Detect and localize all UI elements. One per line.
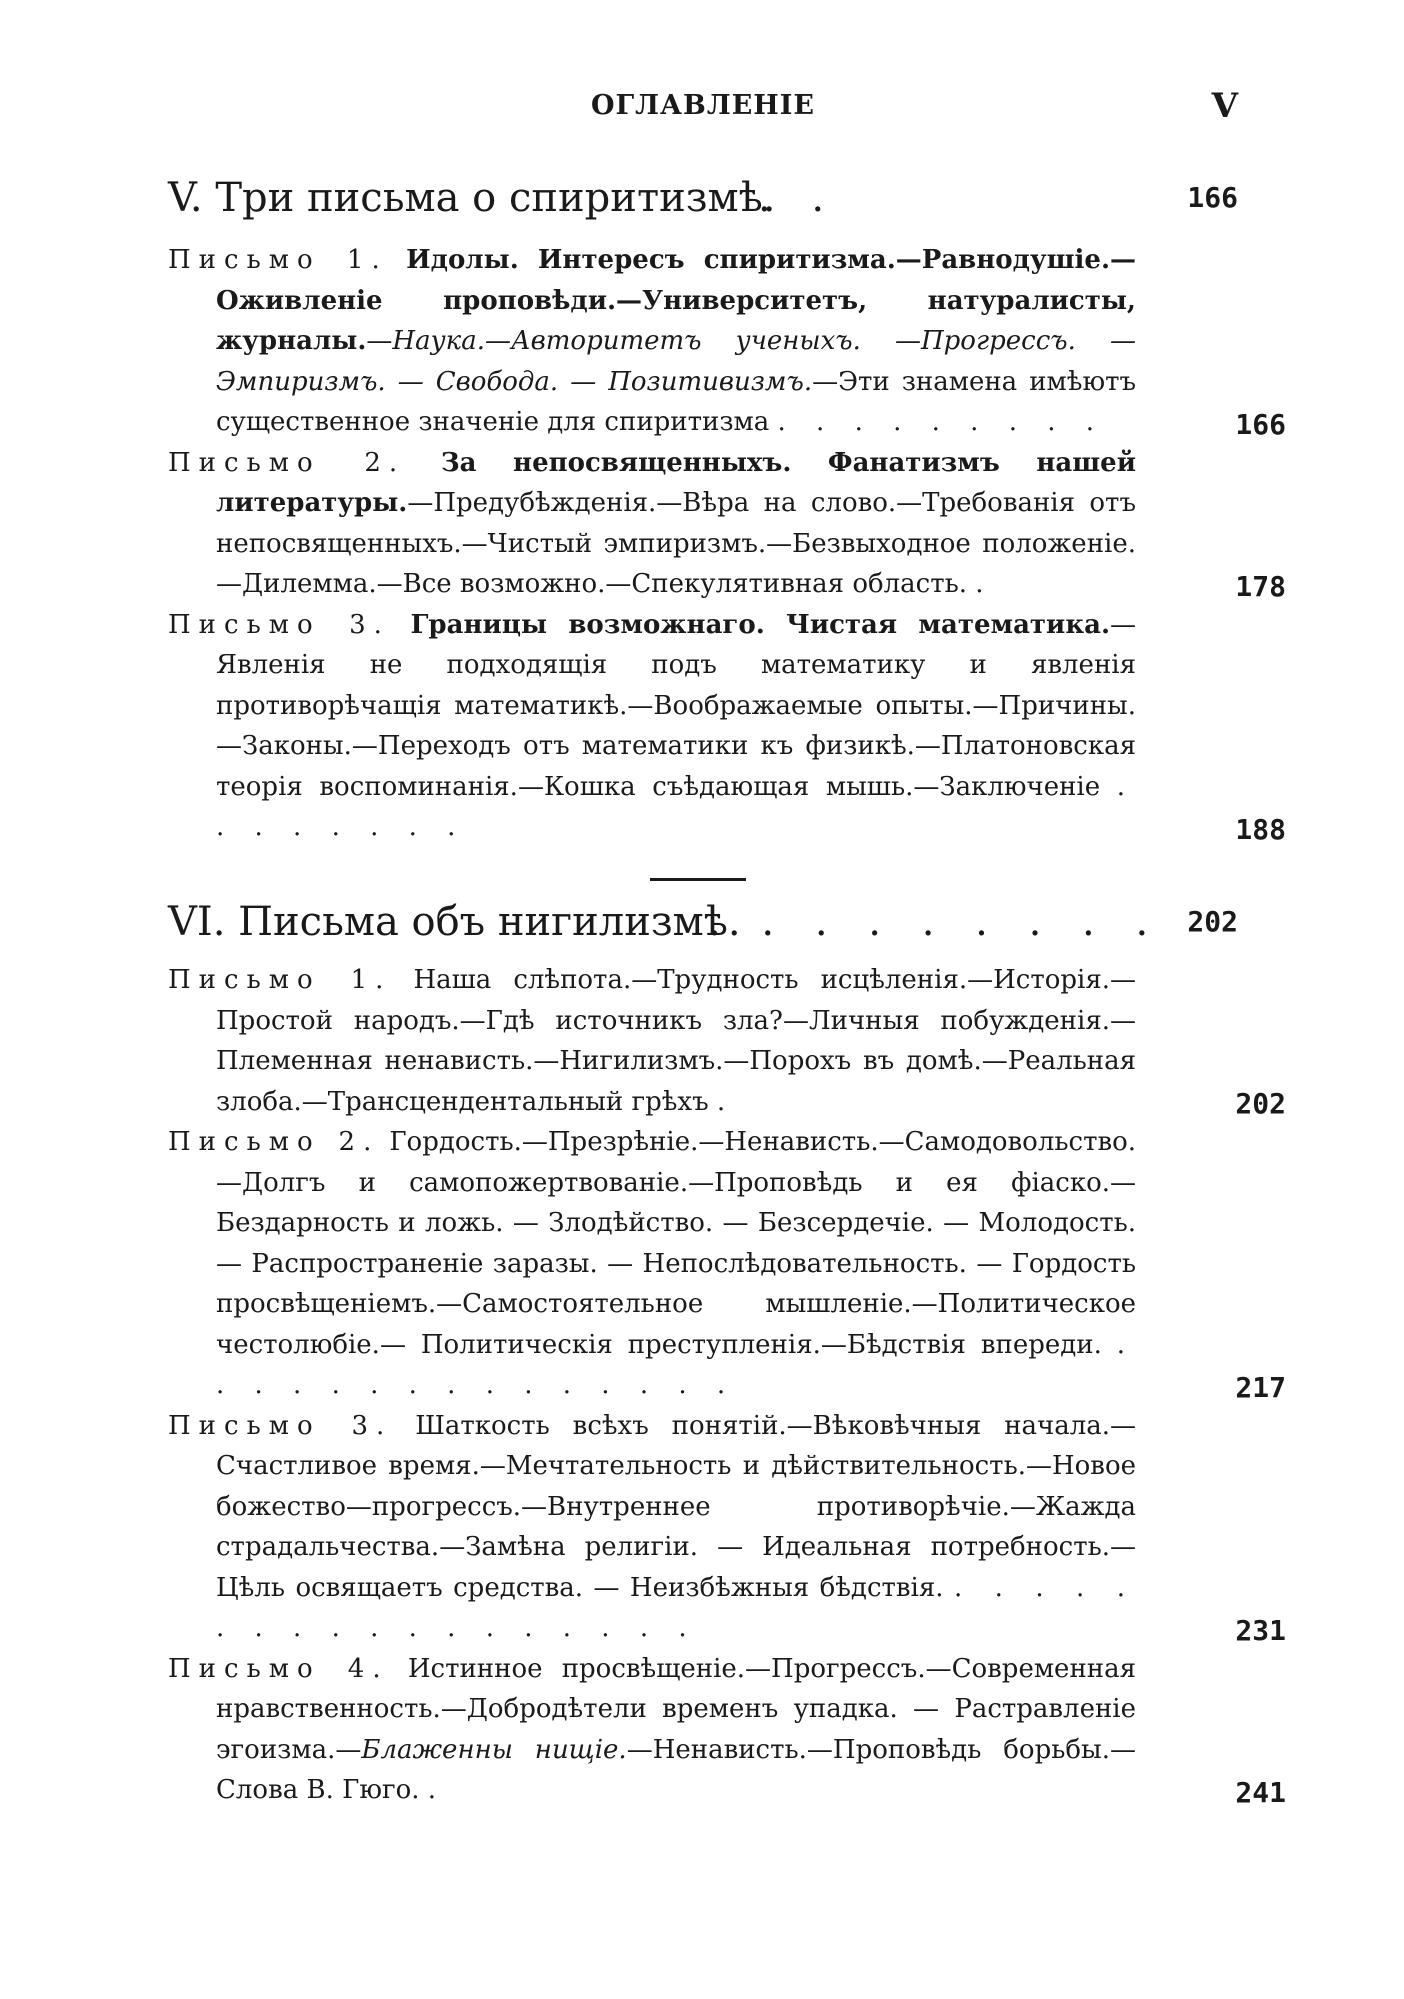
leader-dots: . [716,1086,737,1117]
toc-entry [168,1122,1286,1406]
running-title: ОГЛАВЛЕНІЕ [590,90,816,121]
toc-entry [168,1406,1286,1649]
page-number: 241 [1235,1775,1286,1809]
section-title: V. Три письма о спиритизмѣ. [168,175,776,221]
entry-text [168,443,1136,605]
section-heading [168,890,1238,954]
section-divider [650,878,746,881]
toc-entry [168,240,1286,443]
leader-dots: . . . . . . . . . [708,899,1163,945]
entry-label: Письмо 3. [168,1410,393,1441]
page-number: 166 [1187,181,1238,214]
entry-text [168,605,1136,848]
leader-dots: . . [758,175,839,221]
toc-entry [168,960,1286,1122]
entry-italic: Блаженны нищіе. [361,1734,627,1765]
entry-label: Письмо 1. [168,245,388,275]
entry-title: За непосвященныхъ. Фанатизмъ нашей литературы. [216,447,1137,518]
entry-italic: —Наука.—Авторитетъ ученыхъ. —Прогрессъ. — Эмпиризмъ. — Свобода. — Позитивизмъ. [216,326,1136,397]
entry-rest: Гордость.—Презрѣніе.—Ненависть.—Самодовольство.—Долгъ и самопожертвованіе.—Проповѣдь и ея фіаско.—Бездарность и ложь. — Злодѣйство. — Безсердечіе. — Молодость. — Распространеніе заразы. — Непослѣдовательность. — Гордость просвѣщеніемъ.—Самостоятельное мышленіе.—Политическое честолюбіе.— Политическія преступленія.—Бѣдствія впереди. [216,1127,1137,1360]
page-number: 217 [1235,1370,1286,1404]
toc-entry [168,443,1286,605]
leader-dots: . [427,1775,448,1805]
entry-text [168,960,1136,1122]
entry-rest: —Ненависть.—Проповѣдь борьбы.—Слова В. Гюго. [216,1734,1136,1805]
page-number: 188 [1235,812,1286,846]
entry-rest: Наша слѣпота.—Трудность исцѣленія.—Исторія.—Простой народъ.—Гдѣ источникъ зла?—Личныя побужденія.—Племенная ненависть.—Нигилизмъ.—Порохъ въ домѣ.—Реальная злоба.—Трансцендентальный грѣхъ [216,965,1137,1117]
entry-title: Границы возможнаго. Чистая математика. [410,609,1110,640]
entry-text [168,240,1136,443]
toc-section-v [168,166,1286,848]
entry-rest: —Эти знамена имѣютъ существенное значеніе для спиритизма [216,366,1136,437]
leader-dots: . . . . . . . . . [777,407,1106,437]
page-number: 202 [1235,1087,1286,1120]
toc-entry [168,605,1286,848]
page-number: 231 [1235,1613,1286,1647]
leader-dots: . . . . . . . . . . . . . . . . . . [216,1572,1136,1643]
entry-text [168,1122,1136,1406]
page-number: 178 [1235,569,1286,603]
entry-label: Письмо 2. [168,1127,380,1157]
toc-entry [168,1649,1286,1811]
leader-dots: . . . . . . . . [216,771,1136,842]
folio: V [1211,86,1238,126]
toc-section-vi [168,890,1286,1811]
section-heading [168,166,1238,230]
entry-text [168,1649,1136,1811]
entry-rest: —Предубѣжденія.—Вѣра на слово.—Требованія отъ непосвященныхъ.—Чистый эмпиризмъ.—Безвыходное положеніе.—Дилемма.—Все возможно.—Спекулятивная область. [216,488,1136,599]
leader-dots: . [975,569,995,599]
section-title: VI. Письма объ нигилизмѣ. [168,899,741,945]
page-number: 166 [1235,407,1286,441]
entry-label: Письмо 4. [168,1653,389,1684]
entry-label: Письмо 2. [168,447,406,478]
entry-label: Письмо 3. [168,609,390,640]
page-number: 202 [1187,905,1238,938]
leader-dots: . . . . . . . . . . . . . . . [216,1329,1136,1400]
entry-rest: —Явленія не подходящія подъ математику и явленія противорѣчащія математикѣ.—Воображаемые опыты.—Причины.—Законы.—Переходъ отъ математики къ физикѣ.—Платоновская теорія воспоминанія.—Кошка съѣдающая мышь.—Заключеніе [216,609,1136,802]
entry-label: Письмо 1. [168,965,392,995]
entry-prefix: Истинное просвѣщеніе.—Прогрессъ.—Современная нравственность.—Добродѣтели временъ упадка. — Растравленіе эгоизма.— [216,1653,1137,1765]
entry-title: Идолы. Интересъ спиритизма.—Равнодушіе.—Оживленіе проповѣди.—Университетъ, натуралисты, журналы. [216,245,1137,356]
running-head [168,86,1238,130]
entry-rest: Шаткость всѣхъ понятій.—Вѣковѣчныя начала.—Счастливое время.—Мечтательность и дѣйствительность.—Новое божество—прогрессъ.—Внутреннее противорѣчіе.—Жажда страдальчества.—Замѣна религіи. — Идеальная потребность.—Цѣль освящаетъ средства. — Неизбѣжныя бѣдствія. [216,1410,1136,1603]
entry-text [168,1406,1136,1649]
